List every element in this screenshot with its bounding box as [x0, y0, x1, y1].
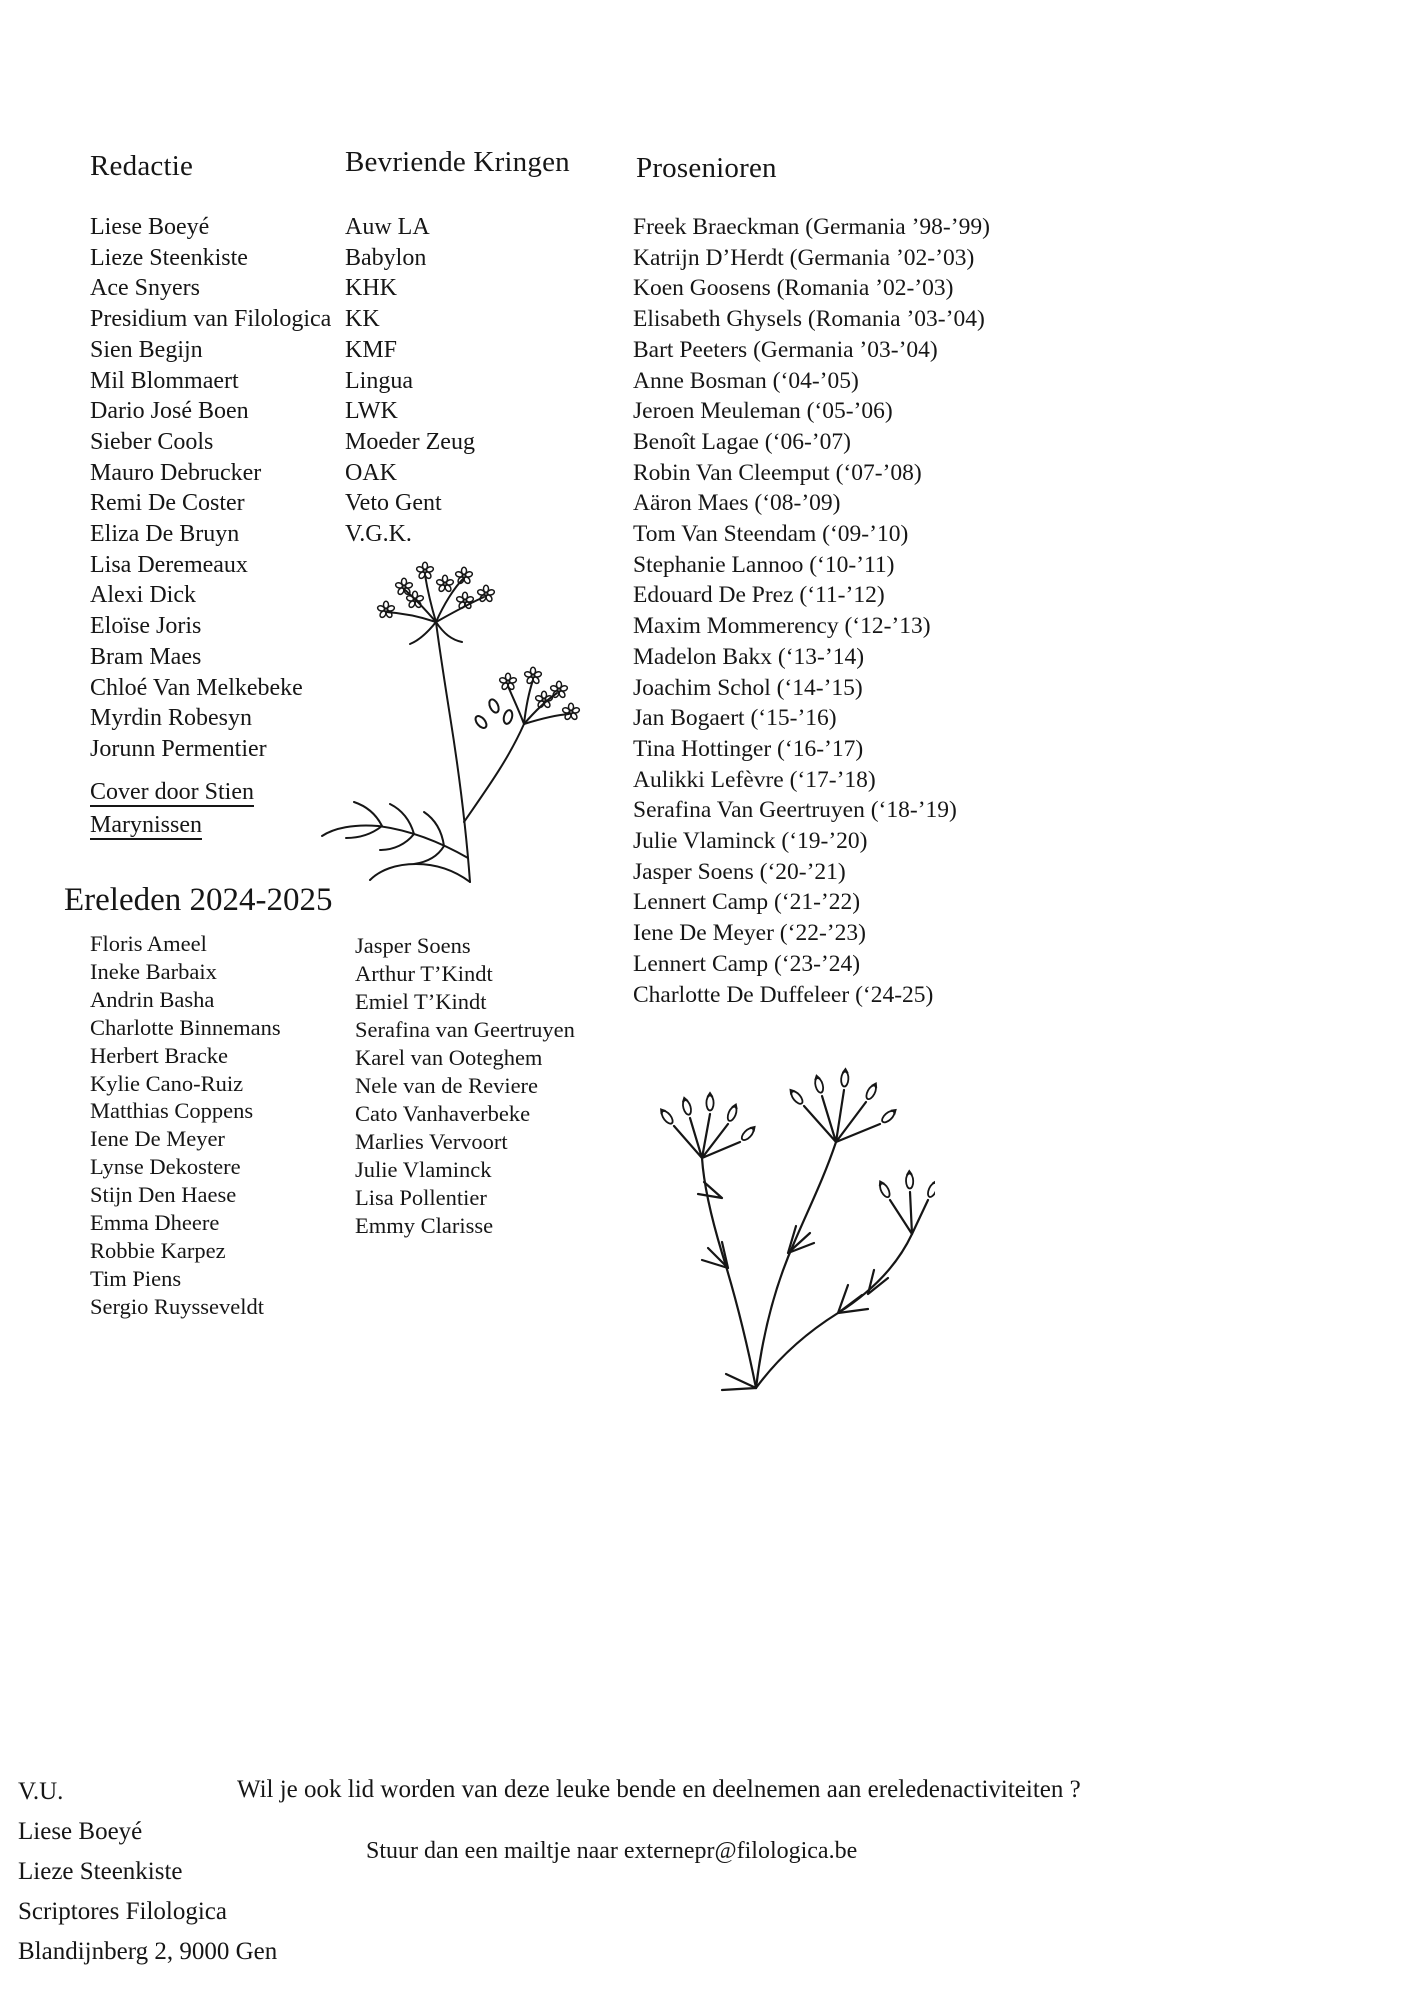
redactie-member: Lisa Deremeaux	[90, 551, 248, 578]
vu-line: Scriptores Filologica	[18, 1898, 227, 1925]
redactie-list	[90, 212, 331, 765]
prosenior-item: Koen Goosens (Romania ’02-’03)	[633, 275, 954, 302]
prosenior-item: Stephanie Lannoo (‘10-’11)	[633, 551, 895, 578]
kring-item: LWK	[345, 398, 398, 425]
kring-item: KMF	[345, 336, 398, 363]
prosenior-item: Jasper Soens (‘20-’21)	[633, 858, 846, 885]
prosenior-item: Tom Van Steendam (‘09-’10)	[633, 521, 909, 548]
membership-question: Wil je ook lid worden van deze leuke bende en deelnemen aan ereledenactiviteiten ?	[237, 1776, 1081, 1803]
redactie-member: Remi De Coster	[90, 490, 245, 517]
erelid-item: Lynse Dekostere	[90, 1154, 241, 1180]
erelid-item: Ineke Barbaix	[90, 958, 217, 984]
prosenior-item: Charlotte De Duffeleer (‘24-25)	[633, 981, 934, 1008]
prosenior-item: Maxim Mommerency (‘12-’13)	[633, 613, 931, 640]
redactie-member: Ace Snyers	[90, 275, 200, 302]
redactie-member: Alexi Dick	[90, 582, 196, 609]
prosenior-item: Elisabeth Ghysels (Romania ’03-’04)	[633, 306, 985, 333]
prosenior-item: Jan Bogaert (‘15-’16)	[633, 705, 837, 732]
erelid-item: Floris Ameel	[90, 931, 207, 956]
prosenior-item: Edouard De Prez (‘11-’12)	[633, 582, 885, 609]
prosenior-item: Robin Van Cleemput (‘07-’08)	[633, 459, 922, 486]
vu-line: V.U.	[18, 1778, 64, 1805]
ereleden-column-1	[90, 930, 281, 1321]
erelid-item: Charlotte Binnemans	[90, 1014, 281, 1040]
prosenior-item: Serafina Van Geertruyen (‘18-’19)	[633, 797, 957, 824]
vu-line: Blandijnberg 2, 9000 Gen	[18, 1938, 278, 1965]
erelid-item: Robbie Karpez	[90, 1237, 226, 1263]
prosenior-item: Anne Bosman (‘04-’05)	[633, 367, 859, 394]
kringen-list	[345, 212, 475, 550]
redactie-member: Lieze Steenkiste	[90, 244, 248, 271]
prosenior-item: Aäron Maes (‘08-’09)	[633, 490, 841, 517]
kring-item: V.G.K.	[345, 521, 412, 548]
redactie-member: Dario José Boen	[90, 398, 249, 425]
kring-item: KK	[345, 306, 380, 333]
kringen-heading: Bevriende Kringen	[345, 146, 570, 178]
erelid-item: Andrin Basha	[90, 986, 215, 1012]
redactie-member: Eloïse Joris	[90, 613, 202, 640]
redactie-heading: Redactie	[90, 150, 194, 182]
prosenior-item: Bart Peeters (Germania ’03-’04)	[633, 336, 938, 363]
prosenior-item: Lennert Camp (‘21-’22)	[633, 889, 861, 916]
kring-item: Veto Gent	[345, 490, 442, 517]
prosenior-item: Freek Braeckman (Germania ’98-’99)	[633, 214, 990, 240]
membership-cta: Stuur dan een mailtje naar externepr@filologica.be	[366, 1838, 858, 1864]
redactie-member: Presidium van Filologica	[90, 306, 332, 333]
erelid-item: Emiel T’Kindt	[355, 989, 487, 1014]
erelid-item: Lisa Pollentier	[355, 1185, 487, 1210]
redactie-member: Chloé Van Melkebeke	[90, 674, 303, 701]
erelid-item: Herbert Bracke	[90, 1042, 229, 1068]
erelid-item: Emma Dheere	[90, 1210, 220, 1236]
erelid-item: Julie Vlaminck	[355, 1157, 492, 1182]
erelid-item: Tim Piens	[90, 1265, 182, 1291]
erelid-item: Cato Vanhaverbeke	[355, 1101, 531, 1126]
erelid-item: Nele van de Reviere	[355, 1073, 539, 1098]
erelid-item: Sergio Ruysseveldt	[90, 1293, 264, 1319]
redactie-member: Jorunn Permentier	[90, 735, 267, 762]
kring-item: Auw LA	[345, 214, 430, 240]
cover-credit-line2: Marynissen	[90, 812, 202, 838]
vu-line: Liese Boeyé	[18, 1818, 143, 1845]
prosenioren-heading: Prosenioren	[636, 152, 777, 184]
erelid-item: Karel van Ooteghem	[355, 1045, 543, 1070]
prosenior-item: Madelon Bakx (‘13-’14)	[633, 643, 865, 670]
prosenior-item: Benoît Lagae (‘06-’07)	[633, 428, 851, 455]
redactie-member: Mil Blommaert	[90, 367, 239, 394]
redactie-member: Sieber Cools	[90, 428, 214, 455]
kring-item: Lingua	[345, 367, 413, 394]
cover-credit	[90, 776, 254, 842]
ereleden-column-2	[355, 932, 575, 1240]
kring-item: Babylon	[345, 244, 427, 271]
kring-item: KHK	[345, 275, 397, 302]
erelid-item: Stijn Den Haese	[90, 1182, 237, 1208]
seed-head-plant-illustration	[628, 1038, 935, 1392]
erelid-item: Serafina van Geertruyen	[355, 1017, 575, 1042]
redactie-member: Myrdin Robesyn	[90, 705, 252, 732]
redactie-member: Eliza De Bruyn	[90, 521, 240, 548]
prosenior-item: Katrijn D’Herdt (Germania ’02-’03)	[633, 244, 975, 271]
redactie-member: Bram Maes	[90, 643, 202, 670]
redactie-member: Liese Boeyé	[90, 214, 210, 240]
erelid-item: Matthias Coppens	[90, 1098, 254, 1124]
vu-line: Lieze Steenkiste	[18, 1858, 183, 1885]
prosenior-item: Jeroen Meuleman (‘05-’06)	[633, 398, 893, 425]
kring-item: Moeder Zeug	[345, 428, 475, 455]
erelid-item: Arthur T’Kindt	[355, 961, 493, 986]
prosenioren-list	[633, 212, 990, 1010]
erelid-item: Iene De Meyer	[90, 1126, 225, 1152]
erelid-item: Kylie Cano-Ruiz	[90, 1070, 244, 1096]
erelid-item: Jasper Soens	[355, 933, 471, 958]
erelid-item: Marlies Vervoort	[355, 1129, 508, 1154]
prosenior-item: Joachim Schol (‘14-’15)	[633, 674, 863, 701]
prosenior-item: Julie Vlaminck (‘19-’20)	[633, 828, 868, 855]
redactie-member: Sien Begijn	[90, 336, 203, 363]
prosenior-item: Tina Hottinger (‘16-’17)	[633, 735, 864, 762]
ereleden-heading: Ereleden 2024-2025	[64, 882, 333, 918]
prosenior-item: Aulikki Lefèvre (‘17-’18)	[633, 766, 876, 793]
erelid-item: Emmy Clarisse	[355, 1213, 494, 1238]
cover-credit-line1: Cover door Stien	[90, 779, 254, 805]
kring-item: OAK	[345, 459, 397, 486]
prosenior-item: Lennert Camp (‘23-’24)	[633, 950, 861, 977]
redactie-member: Mauro Debrucker	[90, 459, 262, 486]
valerian-plant-illustration	[318, 556, 592, 886]
prosenior-item: Iene De Meyer (‘22-’23)	[633, 920, 866, 947]
